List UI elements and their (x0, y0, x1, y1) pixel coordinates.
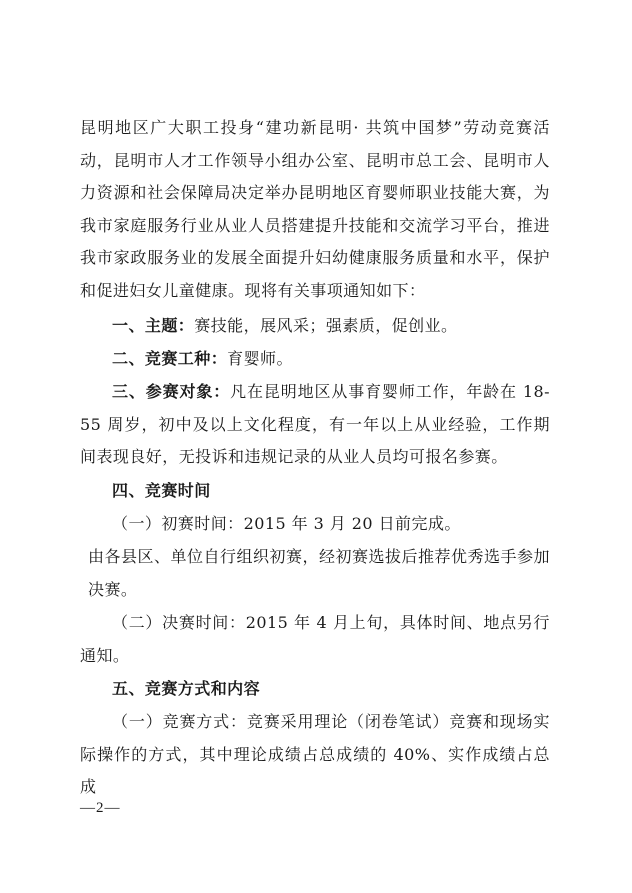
section-theme (80, 310, 550, 343)
section-job-type (80, 343, 550, 376)
schedule-preliminary: （一）初赛时间：2015 年 3 月 20 日前完成。 (112, 514, 461, 533)
page-number: —2— (80, 800, 121, 816)
section-job-type-text: 育婴师。 (227, 349, 293, 368)
section-participants-text: 凡在昆明地区从事育婴师工作，年龄在 18-55 周岁，初中及以上文化程度，有一年以上从业经验，工作期间表现良好，无投诉和违规记录的从业人员均可报名参赛。 (80, 382, 550, 466)
intro-paragraph (80, 112, 550, 307)
schedule-preliminary-detail: 由各县区、单位自行组织初赛，经初赛选拔后推荐优秀选手参加决赛。 (88, 547, 550, 599)
section-participants (80, 376, 550, 474)
section-participants-label: 三、参赛对象： (112, 382, 231, 401)
section-job-type-label: 二、竞赛工种： (112, 349, 228, 368)
format-method-text: 竞赛采用理论（闭卷笔试）竞赛和现场实际操作的方式，其中理论成绩占总成绩的 40%、实作成绩占总成 (80, 712, 550, 796)
section-format-heading: 五、竞赛方式和内容 (112, 679, 261, 698)
format-method (80, 706, 550, 804)
section-theme-text: 赛技能，展风采；强素质，促创业。 (194, 316, 458, 335)
section-schedule-heading: 四、竞赛时间 (112, 481, 211, 500)
format-method-label: （一）竞赛方式： (112, 712, 247, 731)
schedule-final: （二）决赛时间：2015 年 4 月上旬，具体时间、地点另行通知。 (80, 613, 550, 665)
intro-text: 昆明地区广大职工投身“建功新昆明· 共筑中国梦”劳动竞赛活动，昆明市人才工作领导小组办公室、昆明市总工会、昆明市人力资源和社会保障局决定举办昆明地区育婴师职业技能大赛，为我市家庭服务行业从业人员搭建提升技能和交流学习平台，推进我市家政服务业的发展全面提升妇幼健康服务质量和水平，保护和促进妇女儿童健康。现将有关事项通知如下： (80, 118, 550, 300)
section-theme-label: 一、主题： (112, 316, 195, 335)
